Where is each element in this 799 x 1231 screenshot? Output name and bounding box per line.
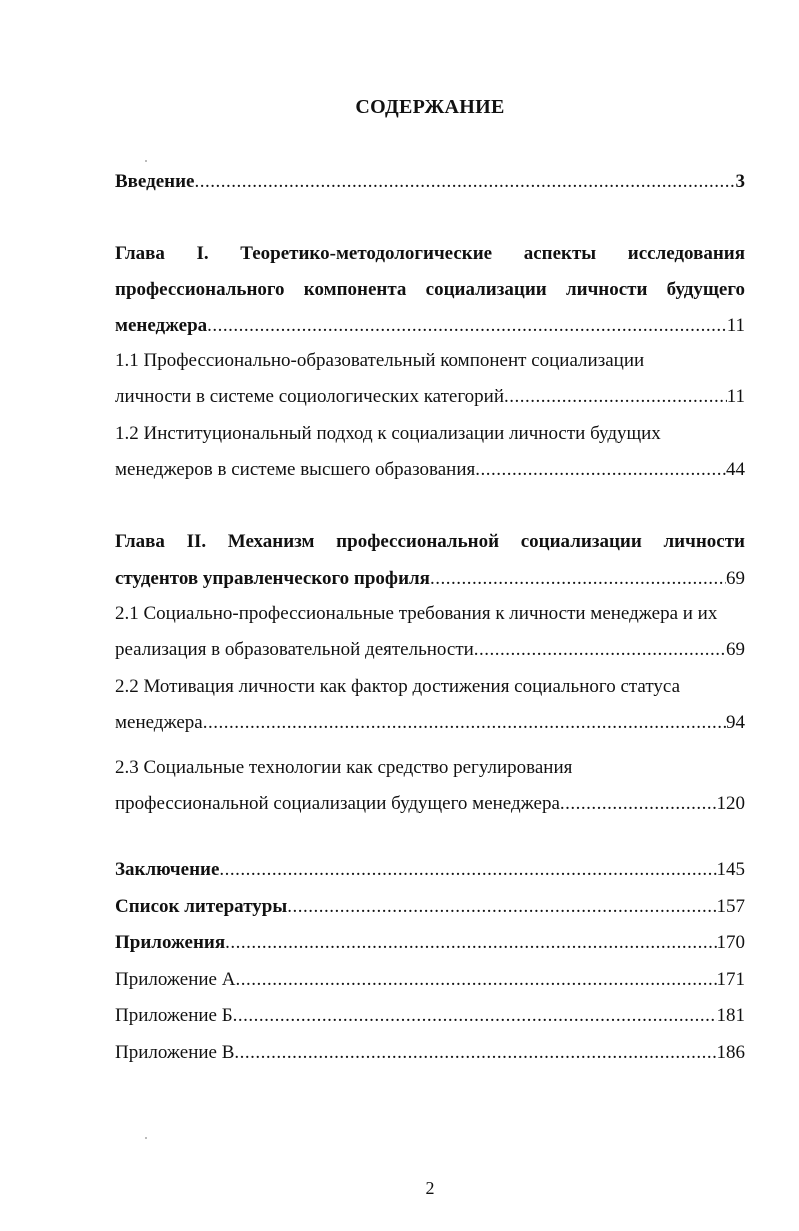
toc-page-number: 157 [716, 896, 745, 917]
chapter-1-heading-line-2[interactable]: профессионального компонента социализации личности будущего [115, 279, 745, 300]
toc-leader-dots [235, 968, 716, 992]
chapter-2-heading-line-1[interactable]: Глава II. Механизм профессиональной социализации личности [115, 531, 745, 552]
toc-page-number: 186 [716, 1042, 745, 1063]
scan-speck [145, 1137, 147, 1139]
toc-entry-appendix-a[interactable] [115, 968, 745, 992]
toc-entry-label: Приложения [115, 932, 226, 953]
toc-entry-appendices[interactable] [115, 931, 745, 955]
toc-entry-label: менеджера [115, 712, 203, 733]
toc-entry-label: реализация в образовательной деятельности [115, 639, 474, 660]
toc-entry-label: менеджера [115, 315, 208, 336]
toc-entry-label: студентов управленческого профиля [115, 568, 430, 589]
toc-entry-label: Список литературы [115, 896, 288, 917]
toc-page-number: 171 [716, 969, 745, 990]
toc-page-number: 3 [735, 171, 745, 192]
toc-entry-appendix-b[interactable] [115, 1004, 745, 1028]
toc-page-number: 145 [716, 859, 745, 880]
toc-entry-section-2-1[interactable] [115, 638, 745, 662]
section-2-1-line-1[interactable]: 2.1 Социально-профессиональные требования к личности менеджера и их [115, 603, 718, 624]
toc-entry-label: Введение [115, 171, 195, 192]
toc-entry-label: Приложение А [115, 969, 236, 990]
toc-entry-chapter-2[interactable] [115, 567, 745, 591]
toc-leader-dots [430, 567, 726, 591]
section-1-1-line-1[interactable]: 1.1 Профессионально-образовательный компонент социализации [115, 350, 645, 371]
toc-page-number: 170 [716, 932, 745, 953]
toc-entry-conclusion[interactable] [115, 858, 745, 882]
section-2-2-line-1[interactable]: 2.2 Мотивация личности как фактор достижения социального статуса [115, 676, 680, 697]
scan-speck [145, 160, 147, 162]
toc-entry-label: профессиональной социализации будущего менеджера [115, 793, 560, 814]
toc-page-number: 44 [726, 459, 745, 480]
page-number: 2 [425, 1178, 435, 1198]
toc-entry-section-1-2[interactable] [115, 458, 745, 482]
toc-page-number: 69 [726, 639, 745, 660]
toc-page-number: 94 [726, 712, 745, 733]
toc-leader-dots [234, 1041, 716, 1065]
toc-page-number: 120 [716, 793, 745, 814]
toc-entry-label: Приложение В [115, 1042, 235, 1063]
section-2-3-line-1[interactable]: 2.3 Социальные технологии как средство регулирования [115, 757, 573, 778]
toc-leader-dots [195, 170, 736, 194]
toc-entry-label: Приложение Б [115, 1005, 233, 1026]
section-1-2-line-1[interactable]: 1.2 Институциональный подход к социализации личности будущих [115, 423, 661, 444]
toc-leader-dots [504, 385, 727, 409]
toc-leader-dots [475, 458, 726, 482]
toc-entry-appendix-v[interactable] [115, 1041, 745, 1065]
toc-leader-dots [474, 638, 726, 662]
toc-entry-chapter-1[interactable] [115, 314, 745, 338]
toc-page-number: 11 [726, 315, 745, 336]
toc-page-number: 11 [726, 386, 745, 407]
toc-leader-dots [219, 858, 716, 882]
toc-entry-section-2-2[interactable] [115, 711, 745, 735]
toc-entry-label: Заключение [115, 859, 220, 880]
page-title: СОДЕРЖАНИЕ [355, 96, 505, 118]
toc-entry-section-2-3[interactable] [115, 792, 745, 816]
toc-leader-dots [207, 314, 727, 338]
toc-leader-dots [203, 711, 726, 735]
toc-leader-dots [225, 931, 716, 955]
toc-page-number: 181 [716, 1005, 745, 1026]
toc-entry-label: личности в системе социологических категорий [115, 386, 504, 407]
toc-entry-bibliography[interactable] [115, 895, 745, 919]
chapter-1-heading-line-1[interactable]: Глава I. Теоретико-методологические аспекты исследования [115, 243, 745, 264]
toc-entry-label: менеджеров в системе высшего образования [115, 459, 476, 480]
toc-page-number: 69 [726, 568, 745, 589]
toc-leader-dots [560, 792, 717, 816]
toc-leader-dots [287, 895, 716, 919]
toc-leader-dots [233, 1004, 717, 1028]
toc-entry-introduction[interactable] [115, 170, 745, 194]
toc-entry-section-1-1[interactable] [115, 385, 745, 409]
